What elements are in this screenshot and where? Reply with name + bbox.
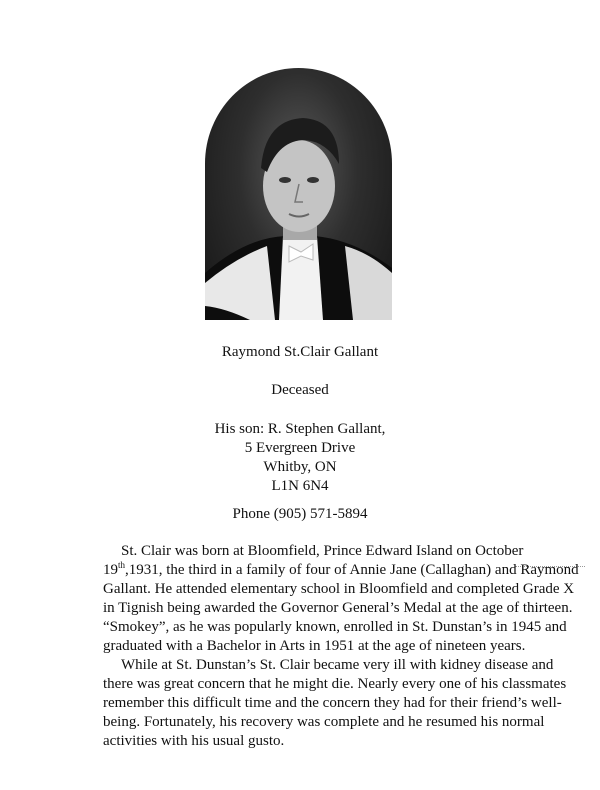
status-deceased: Deceased bbox=[271, 382, 329, 398]
ordinal-suffix: th bbox=[118, 560, 126, 570]
contact-block bbox=[0, 420, 600, 496]
contact-line-postal: L1N 6N4 bbox=[271, 478, 329, 494]
person-name: Raymond St.Clair Gallant bbox=[221, 344, 379, 360]
biography-paragraph-2: While at St. Dunstan’s St. Clair became very ill with kidney disease and there was great concern that he might die. Nearly every one of his classmates remember this difficult time and the concern they had for their friend’s well-being. Fortunately, his recovery was complete and he resumed his normal activities with his usual gusto. bbox=[103, 657, 567, 749]
biography-text bbox=[103, 542, 583, 751]
contact-line-city: Whitby, ON bbox=[263, 459, 337, 475]
portrait-photo bbox=[205, 68, 392, 320]
paragraph-1-rest: ,1931, the third in a family of four of Annie Jane (Callaghan) and Raymond Gallant. He attended elementary school in Bloomfield and completed Grade X in Tignish being awarded the Governor General’s Medal at the age of thirteen. “Smokey”, as he was popularly known, enrolled in St. Dunstan’s in 1945 and graduated with a Bachelor in Arts in 1951 at the age of nineteen years. bbox=[103, 562, 579, 654]
portrait-illustration bbox=[205, 68, 392, 320]
paragraph-1-start: St. Clair was born at Bloomfield, Prince Edward Island on October 19 bbox=[103, 543, 524, 578]
biography-paragraph-1 bbox=[103, 542, 583, 656]
contact-line-son: His son: R. Stephen Gallant, bbox=[214, 421, 386, 437]
phone-number: Phone (905) 571-5894 bbox=[232, 506, 368, 522]
contact-line-street: 5 Evergreen Drive bbox=[244, 440, 356, 456]
